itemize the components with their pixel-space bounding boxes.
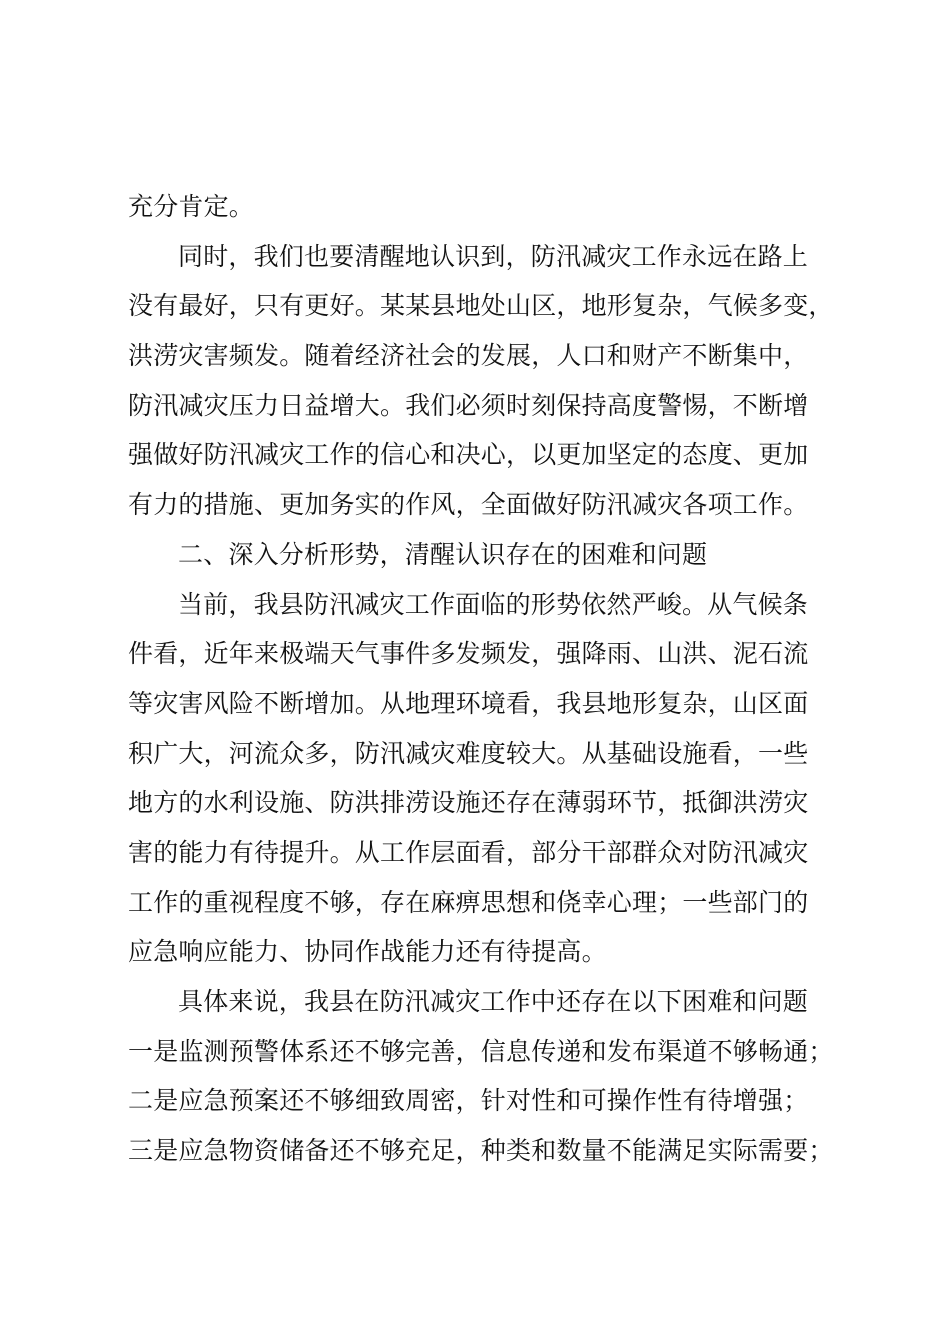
text-line: 有力的措施、更加务实的作风，全面做好防汛减灾各项工作。 — [128, 490, 809, 520]
paragraph-start-line: 同时，我们也要清醒地认识到，防汛减灾工作永远在路上 — [178, 241, 809, 271]
text-line: 没有最好，只有更好。某某县地处山区，地形复杂，气候多变， — [128, 291, 834, 321]
section-heading: 二、深入分析形势，清醒认识存在的困难和问题 — [178, 539, 708, 569]
text-line: 件看，近年来极端天气事件多发频发，强降雨、山洪、泥石流 — [128, 639, 809, 669]
text-line: 等灾害风险不断增加。从地理环境看，我县地形复杂，山区面 — [128, 688, 809, 718]
text-line: 害的能力有待提升。从工作层面看，部分干部群众对防汛减灾 — [128, 837, 809, 867]
text-line: 充分肯定。 — [128, 192, 255, 221]
paragraph-start-line: 具体来说，我县在防汛减灾工作中还存在以下困难和问题 — [178, 987, 809, 1016]
text-line: 强做好防汛减灾工作的信心和决心，以更加坚定的态度、更加 — [128, 440, 809, 470]
text-line: 积广大，河流众多，防汛减灾难度较大。从基础设施看，一些 — [128, 738, 809, 768]
text-line: 防汛减灾压力日益增大。我们必须时刻保持高度警惕，不断增 — [128, 390, 809, 420]
text-line: 三是应急物资储备还不够充足，种类和数量不能满足实际需要； — [128, 1136, 834, 1166]
text-line: 地方的水利设施、防洪排涝设施还存在薄弱环节，抵御洪涝灾 — [128, 788, 809, 818]
text-line: 二是应急预案还不够细致周密，针对性和可操作性有待增强； — [128, 1086, 809, 1116]
text-line: 应急响应能力、协同作战能力还有待提高。 — [128, 937, 607, 967]
document-body — [128, 182, 858, 1176]
text-line: 一是监测预警体系还不够完善，信息传递和发布渠道不够畅通； — [128, 1036, 834, 1066]
text-line: 工作的重视程度不够，存在麻痹思想和侥幸心理；一些部门的 — [128, 887, 809, 917]
paragraph-start-line: 当前，我县防汛减灾工作面临的形势依然严峻。从气候条 — [178, 589, 809, 619]
text-line: 洪涝灾害频发。随着经济社会的发展，人口和财产不断集中， — [128, 341, 809, 371]
